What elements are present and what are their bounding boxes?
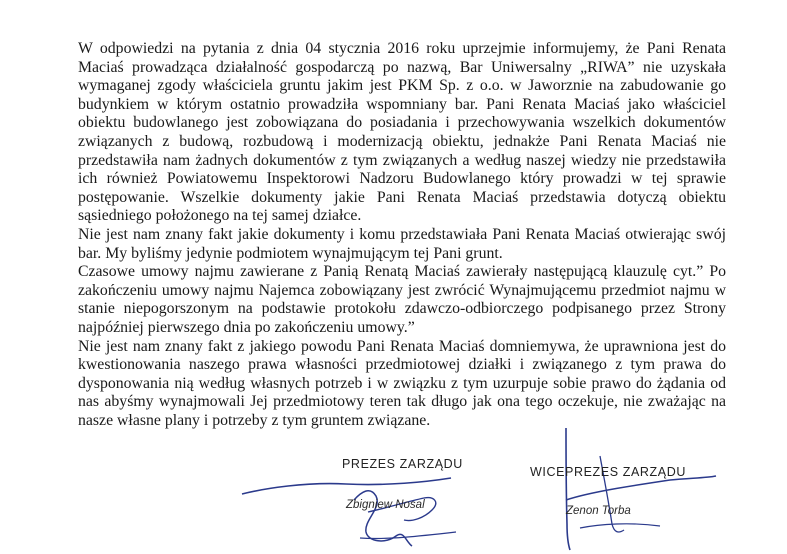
signature-title-vice-president: WICEPREZES ZARZĄDU [530, 465, 686, 479]
paragraph-2: Nie jest nam znany fakt jakie dokumenty i komu przedstawiała Pani Renata Maciaś otwierając swój bar. My byliśmy jedynie podmiotem wynajmującym tej Pani grunt. [78, 225, 726, 262]
signature-name-president: Zbigniew Nosal [346, 499, 425, 511]
signature-block-vice-president [520, 428, 720, 552]
signature-block-president [236, 452, 486, 552]
letter-body [78, 40, 726, 430]
signature-title-president: PREZES ZARZĄDU [342, 457, 463, 471]
paragraph-1: W odpowiedzi na pytania z dnia 04 stycznia 2016 roku uprzejmie informujemy, że Pani Renata Maciaś prowadząca działalność gospodarczą po nazwą, Bar Uniwersalny „RIWA” nie uzyskała wymaganej zgody właściciela gruntu jakim jest PKM Sp. z o.o. w Jaworznie na zabudowanie go budynkiem w którym ostatnio prowadziła wspomniany bar. Pani Renata Maciaś jako właściciel obiektu budowlanego jest zobowiązana do posiadania i przechowywania wszelkich dokumentów związanych z budową, rozbudową i modernizacją obiektu, jednakże Pani Renata Maciaś nie przedstawiła nam żadnych dokumentów z tym związanych a według naszej wiedzy nie przedstawiła ich również Powiatowemu Inspektorowi Nadzoru Budowlanego który prowadzi w tej sprawie postępowanie. Wszelkie dokumenty jakie Pani Renata Maciaś przedstawia dotyczą obiektu sąsiedniego położonego na tej samej działce. [78, 40, 726, 225]
signature-name-vice-president: Zenon Torba [566, 505, 631, 517]
paragraph-3: Czasowe umowy najmu zawierane z Panią Renatą Maciaś zawierały następującą klauzulę cyt.” Po zakończeniu umowy najmu Najemca zobowiązany jest zwrócić Wynajmującemu przedmiot najmu w stanie niepogorszonym na podstawie protokołu zdawczo-odbiorczego podpisanego przez Strony najpóźniej pierwszego dnia po zakończeniu umowy.” [78, 263, 726, 336]
paragraph-4: Nie jest nam znany fakt z jakiego powodu Pani Renata Maciaś domniemywa, że uprawniona jest do kwestionowania naszego prawa własności przedmiotowej działki i związanego z tym prawa do dysponowania nią według własnych potrzeb i w związku z tym uzurpuje sobie prawo do żądania od nas abyśmy wynajmowali Jej przedmiotowy teren tak długo jak ona tego oczekuje, nie zważając na nasze własne plany i potrzeby z tym gruntem związane. [78, 337, 726, 429]
handwritten-signature-vice-president [520, 428, 720, 552]
